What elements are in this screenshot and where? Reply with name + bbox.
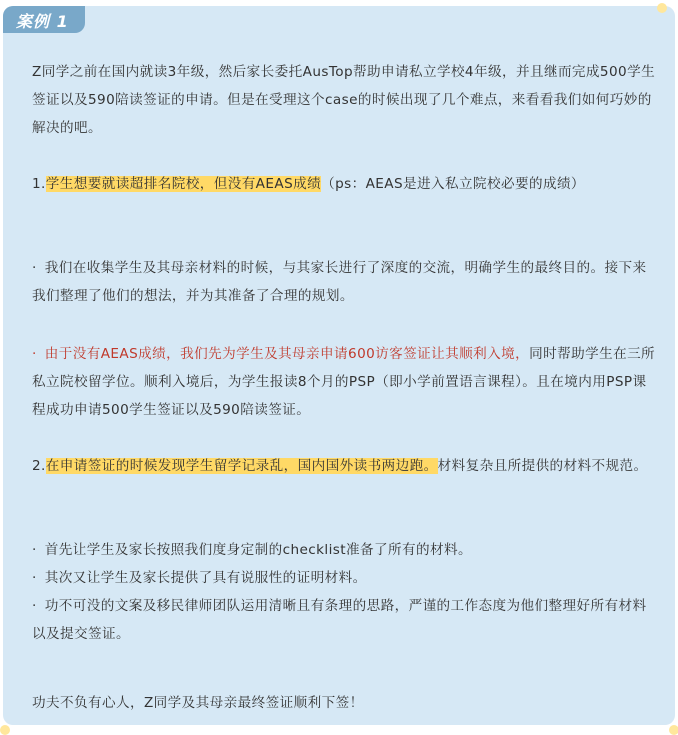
bullet-symbol: ·: [32, 570, 37, 586]
issue-1-number: 1.: [32, 176, 46, 192]
issue-2-paragraph: [32, 452, 659, 480]
conclusion-paragraph: 功夫不负有心人，Z同学及其母亲最终签证顺利下签！: [32, 695, 364, 711]
issue-1-paragraph: [32, 170, 659, 198]
bullet-symbol: ·: [32, 346, 37, 362]
issue-2-bullet-1: [32, 536, 659, 564]
issue-2-text: 材料复杂且所提供的材料不规范。: [437, 458, 648, 474]
bullet-symbol: ·: [32, 542, 37, 558]
issue-2-bullet-1-text: 首先让学生及家长按照我们度身定制的checklist准备了所有的材料。: [44, 542, 472, 558]
issue-1-highlight: 学生想要就读超排名院校，但没有AEAS成绩: [45, 176, 322, 192]
issue-2-bullet-3-text: 功不可没的文案及移民律师团队运用清晰且有条理的思路，严谨的工作态度为他们整理好所有材料以及提交签证。: [32, 598, 647, 642]
issue-2-bullet-2: [32, 564, 659, 592]
issue-1-note: （ps：AEAS是进入私立院校必要的成绩）: [321, 176, 585, 192]
case-card: [3, 6, 675, 725]
corner-dot-decoration: [657, 3, 667, 13]
bullet-symbol: ·: [32, 598, 37, 614]
issue-2-highlight: 在申请签证的时候发现学生留学记录乱，国内国外读书两边跑。: [45, 458, 438, 474]
issue-2-number: 2.: [32, 458, 46, 474]
issue-2-bullet-2-text: 其次又让学生及家长提供了具有说服性的证明材料。: [44, 570, 367, 586]
issue-1-bullet-2: [32, 340, 659, 424]
corner-dot-decoration: [669, 725, 678, 735]
intro-paragraph: Z同学之前在国内就读3年级，然后家长委托AusTop帮助申请私立学校4年级，并且继而完成500学生签证以及590陪读签证的申请。但是在受理这个case的时候出现了几个难点，来看看我们如何巧妙的解决的吧。: [32, 64, 656, 136]
issue-1-bullet-2-text: 同时帮助学生在三所私立院校留学位。顺利入境后，为学生报读8个月的PSP（即小学前置语言课程）。且在境内用PSP课程成功申请500学生签证以及590陪读签证。: [32, 346, 656, 418]
issue-1-bullet-1-text: 我们在收集学生及其母亲材料的时候，与其家长进行了深度的交流，明确学生的最终目的。接下来我们整理了他们的想法，并为其准备了合理的规划。: [32, 260, 647, 304]
bullet-symbol: ·: [32, 260, 37, 276]
issue-1-bullet-2-red-text: 由于没有AEAS成绩，我们先为学生及其母亲申请600访客签证让其顺利入境，: [44, 346, 530, 362]
case-label: 案例 1: [16, 12, 69, 31]
corner-dot-decoration: [0, 725, 10, 735]
case-tab: [3, 6, 85, 33]
issue-2-bullet-3: [32, 592, 659, 648]
issue-1-bullet-1: [32, 254, 659, 310]
